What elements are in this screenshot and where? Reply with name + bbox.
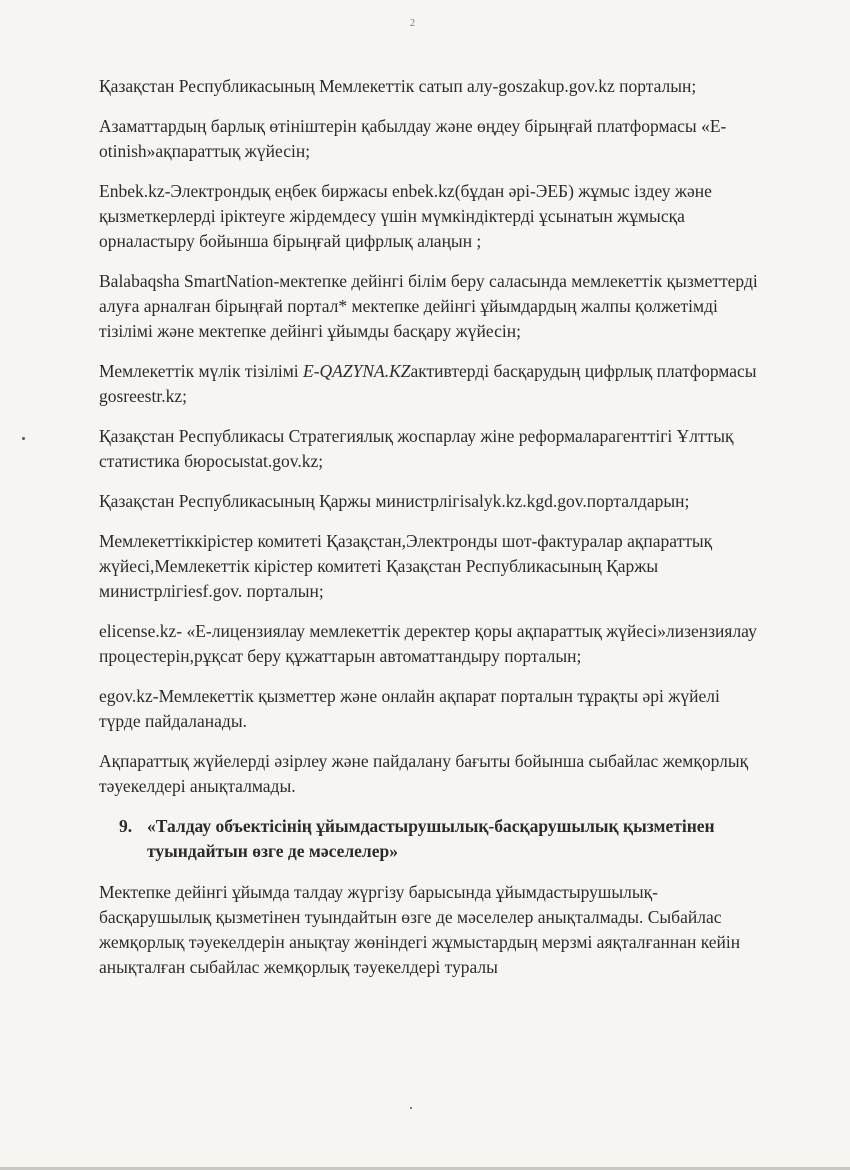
scan-speck — [22, 437, 25, 440]
paragraph-goszakup: Қазақстан Республикасының Мемлекеттік сатып алу-goszakup.gov.kz порталын; — [99, 76, 697, 96]
paragraph-stat: Қазақстан Республикасы Стратегиялық жоспарлау жіне реформаларагенттігі Ұлттық статистика бюросыstat.gov.kz; — [99, 426, 734, 471]
e-qazyna-italic: E-QAZYNA.KZ — [303, 361, 411, 381]
section-heading — [119, 814, 759, 864]
paragraph-conclusion: Ақпараттық жүйелерді әзірлеу және пайдалану бағыты бойынша сыбайлас жемқорлық тәуекелдері анықталмады. — [99, 751, 749, 796]
paragraph-e-otinish: Азаматтардың барлық өтініштерін қабылдау және өңдеу бірыңғай платформасы «E-otinish»ақпараттық жүйесін; — [99, 116, 727, 161]
section-number: 9. — [119, 816, 133, 836]
page-number: 2 — [410, 18, 415, 29]
paragraph-e-qazyna-start: Мемлекеттік мүлік тізілімі — [99, 361, 304, 381]
section-title: «Талдау объектісінің ұйымдастырушылық-басқарушылық қызметінен туындайтын өзге де мәселелер» — [147, 816, 715, 861]
paragraph-elicense: elicense.kz- «Е-лицензиялау мемлекеттік деректер қоры ақпараттық жүйесі»лизензиялау процестерін,рұқсат беру құжаттарын автоматтандыру порталын; — [99, 621, 757, 666]
paragraph-e-qazyna-end: активтерді басқарудың цифрлық платформасы gosreestr.kz; — [99, 361, 757, 406]
document-body — [99, 74, 759, 995]
paragraph-final: Мектепке дейінгі ұйымда талдау жүргізу барысында ұйымдастырушылық-басқарушылық қызметінен туындайтын өзге де мәселелер анықталмады. Сыбайлас жемқорлық тәуекелдерін анықтау жөніндегі жұмыстардың мерзмі аяқталғаннан кейін анықталған сыбайлас жемқорлық тәуекелдері туралы — [99, 882, 741, 977]
paragraph-balabaqsha: Balabaqsha SmartNation-мектепке дейінгі білім беру саласында мемлекеттік қызметтерді алуға арналған бірыңғай портал* мектепке дейінгі ұйымдардың жалпы қолжетімді тізілімі және мектепке дейінгі ұйымды басқару жүйесін; — [99, 271, 758, 341]
paragraph-salyk: Қазақстан Республикасының Қаржы министрлігіsalyk.kz.kgd.gov.порталдарын; — [99, 491, 690, 511]
paragraph-enbek: Enbek.kz-Электрондық еңбек биржасы enbek.kz(бұдан әрі-ЭЕБ) жұмыс іздеу және қызметкерлерді іріктеуге жірдемдесу үшін мүмкіндіктерді ұсынатын жұмысқа орналастыру бойынша бірыңғай цифрлық алаңын ; — [99, 181, 712, 251]
paragraph-esf: Мемлекеттіккірістер комитеті Қазақстан,Электронды шот-фактуралар ақпараттық жүйесі,Мемлекеттік кірістер комитеті Қазақстан Республикасының Қаржы министрлігіesf.gov. порталын; — [99, 531, 713, 601]
paragraph-egov: egov.kz-Мемлекеттік қызметтер және онлайн ақпарат порталын тұрақты әрі жүйелі түрде пайдаланады. — [99, 686, 720, 731]
scan-speck — [410, 1107, 412, 1109]
paragraph-e-qazyna — [99, 359, 759, 409]
